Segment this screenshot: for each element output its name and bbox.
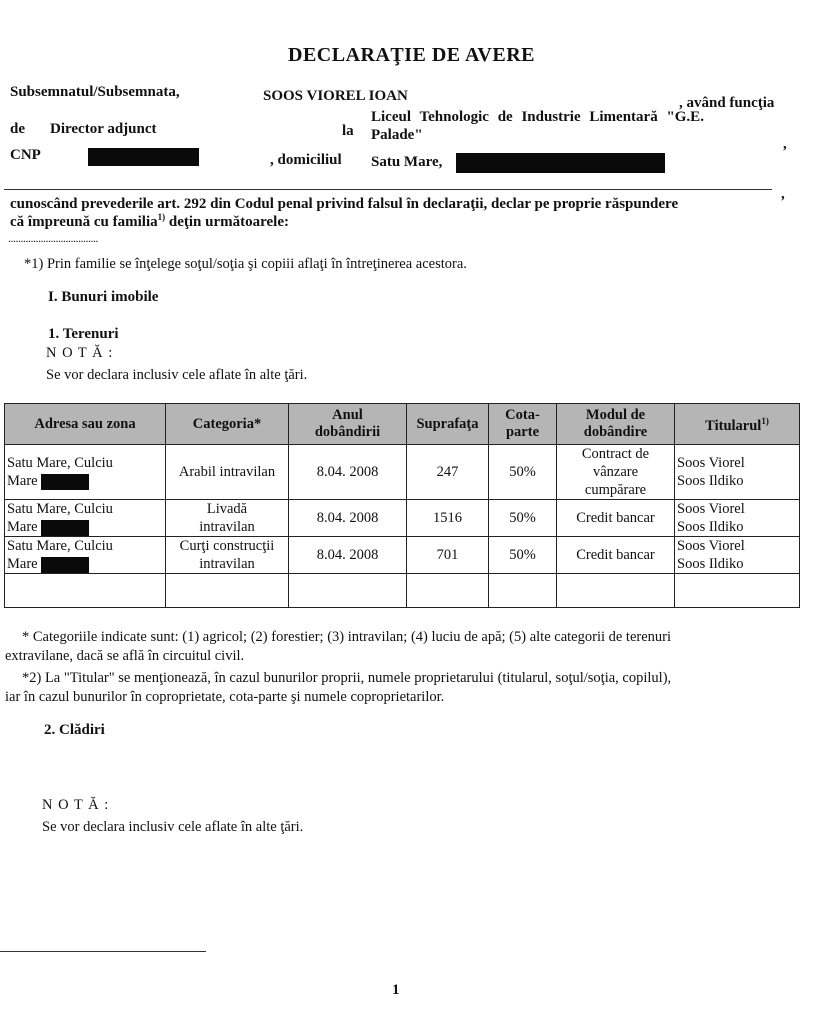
de-label: de	[10, 121, 25, 137]
table-row	[5, 445, 800, 500]
intro-dots: ....................................	[8, 231, 98, 245]
la-label: la	[342, 123, 354, 139]
header-cota	[489, 404, 557, 445]
address-line1: Satu Mare, Culciu	[7, 501, 113, 517]
cell-year: 8.04. 2008	[289, 537, 407, 574]
address-redaction	[41, 474, 89, 490]
cell-address	[5, 537, 166, 574]
cell-mode	[557, 445, 675, 500]
header-titularul	[675, 404, 800, 445]
intro-line-1: cunoscând prevederile art. 292 din Codul penal privind falsul în declaraţii, declar pe proprie răspundere	[10, 196, 679, 212]
header-underline	[4, 189, 772, 190]
header-anul-line2: dobândirii	[314, 424, 381, 440]
terenuri-table	[4, 403, 800, 608]
owner-line1: Soos Viorel	[677, 501, 745, 517]
document-title: DECLARAŢIE DE AVERE	[288, 44, 535, 66]
header-cota-line1: Cota-	[505, 407, 540, 423]
cell-category	[166, 500, 289, 537]
owner-line1: Soos Viorel	[677, 538, 745, 554]
mode-line1: Contract de	[581, 446, 650, 462]
header-anul	[289, 404, 407, 445]
cell-mode: Credit bancar	[557, 500, 675, 537]
table-row	[5, 537, 800, 574]
header-titularul-text: Titularul	[705, 417, 762, 434]
header-comma: ,	[783, 136, 787, 152]
cell-area: 247	[407, 445, 489, 500]
institution-line-2: Palade"	[371, 127, 423, 143]
cell-address	[5, 500, 166, 537]
note-categories-line2: extravilane, dacă se află în circuitul civil.	[5, 648, 245, 664]
intro-line-2	[10, 212, 289, 231]
owner-line2: Soos Ildiko	[677, 556, 744, 572]
nota-text-2: Se vor declara inclusiv cele aflate în alte ţări.	[42, 819, 304, 835]
footnote-family: *1) Prin familie se înţelege soţul/soţia şi copiii aflaţi în întreţinerea acestora.	[24, 256, 467, 272]
owner-line2: Soos Ildiko	[677, 473, 744, 489]
cell-owner	[675, 445, 800, 500]
functia-label: , având funcţia	[679, 95, 775, 111]
table-row-empty	[5, 574, 800, 608]
header-cota-line2: parte	[505, 424, 539, 440]
header-modul-line1: Modul de	[585, 407, 646, 423]
table-row	[5, 500, 800, 537]
address-redaction	[41, 557, 89, 573]
category-line2: intravilan	[199, 556, 255, 572]
cell-empty	[489, 574, 557, 608]
cell-empty	[5, 574, 166, 608]
note-titular-line2: iar în cazul bunurilor în coproprietate, cota-parte şi numele coproprietarilor.	[5, 689, 445, 705]
intro-comma: ,	[781, 186, 785, 202]
header-categoria: Categoria*	[166, 404, 289, 445]
mode-line3: cumpărare	[584, 482, 647, 498]
address-line1: Satu Mare, Culciu	[7, 538, 113, 554]
function-value: Director adjunct	[50, 121, 157, 137]
cell-mode: Credit bancar	[557, 537, 675, 574]
nota-label-2: N O T Ă :	[42, 797, 110, 813]
cell-share: 50%	[489, 500, 557, 537]
cell-year: 8.04. 2008	[289, 445, 407, 500]
cell-empty	[289, 574, 407, 608]
cell-owner	[675, 500, 800, 537]
page-number: 1	[392, 982, 400, 998]
section-heading-imobile: I. Bunuri imobile	[48, 289, 159, 305]
address-line2: Mare	[7, 519, 38, 535]
subsection-terenuri: 1. Terenuri	[48, 326, 119, 342]
footnote-separator	[0, 951, 206, 952]
intro-footnote-ref: 1)	[157, 212, 166, 222]
address-redaction	[41, 520, 89, 536]
owner-line2: Soos Ildiko	[677, 519, 744, 535]
address-value: Satu Mare,	[371, 154, 443, 170]
cell-share: 50%	[489, 445, 557, 500]
cell-category	[166, 445, 289, 500]
nota-text-1: Se vor declara inclusiv cele aflate în alte ţări.	[46, 367, 308, 383]
institution-line-1: Liceul Tehnologic de Industrie Limentară "G.E.	[371, 109, 704, 125]
declarant-name: SOOS VIOREL IOAN	[263, 88, 408, 104]
cell-empty	[675, 574, 800, 608]
cell-empty	[407, 574, 489, 608]
header-modul	[557, 404, 675, 445]
mode-line2: vânzare	[592, 464, 639, 480]
note-titular-line1: *2) La "Titular" se menţionează, în cazul bunurilor proprii, numele proprietarului (titularul, soţul/soţia, copilul),	[22, 670, 672, 686]
cell-year: 8.04. 2008	[289, 500, 407, 537]
cell-category	[166, 537, 289, 574]
domiciliul-label: , domiciliul	[270, 152, 342, 168]
category-line1: Arabil intravilan	[178, 464, 276, 480]
header-titularul-sup: 1)	[761, 416, 769, 427]
header-suprafata: Suprafaţa	[407, 404, 489, 445]
table-header-row	[5, 404, 800, 445]
category-line1: Livadă	[206, 501, 248, 517]
intro-line-2-end: deţin următoarele:	[165, 214, 290, 230]
address-line2: Mare	[7, 473, 38, 489]
intro-line-2-text: că împreună cu familia	[10, 214, 158, 230]
address-line1: Satu Mare, Culciu	[7, 455, 113, 471]
category-line2: intravilan	[199, 519, 255, 535]
cell-area: 1516	[407, 500, 489, 537]
address-redaction	[456, 153, 665, 173]
nota-label-1: N O T Ă :	[46, 345, 114, 361]
subsemnatul-label: Subsemnatul/Subsemnata,	[10, 84, 180, 100]
header-adresa: Adresa sau zona	[5, 404, 166, 445]
cell-owner	[675, 537, 800, 574]
cnp-label: CNP	[10, 147, 41, 163]
cnp-redaction	[88, 148, 199, 166]
cell-area: 701	[407, 537, 489, 574]
cell-empty	[166, 574, 289, 608]
header-anul-line1: Anul	[332, 407, 363, 423]
cell-address	[5, 445, 166, 500]
cell-empty	[557, 574, 675, 608]
category-line1: Curţi construcţii	[179, 538, 275, 554]
owner-line1: Soos Viorel	[677, 455, 745, 471]
cell-share: 50%	[489, 537, 557, 574]
note-categories-line1: * Categoriile indicate sunt: (1) agricol; (2) forestier; (3) intravilan; (4) luciu de apă; (5) alte categorii de terenuri	[22, 629, 672, 645]
header-modul-line2: dobândire	[583, 424, 648, 440]
subsection-cladiri: 2. Clădiri	[44, 722, 105, 738]
address-line2: Mare	[7, 556, 38, 572]
